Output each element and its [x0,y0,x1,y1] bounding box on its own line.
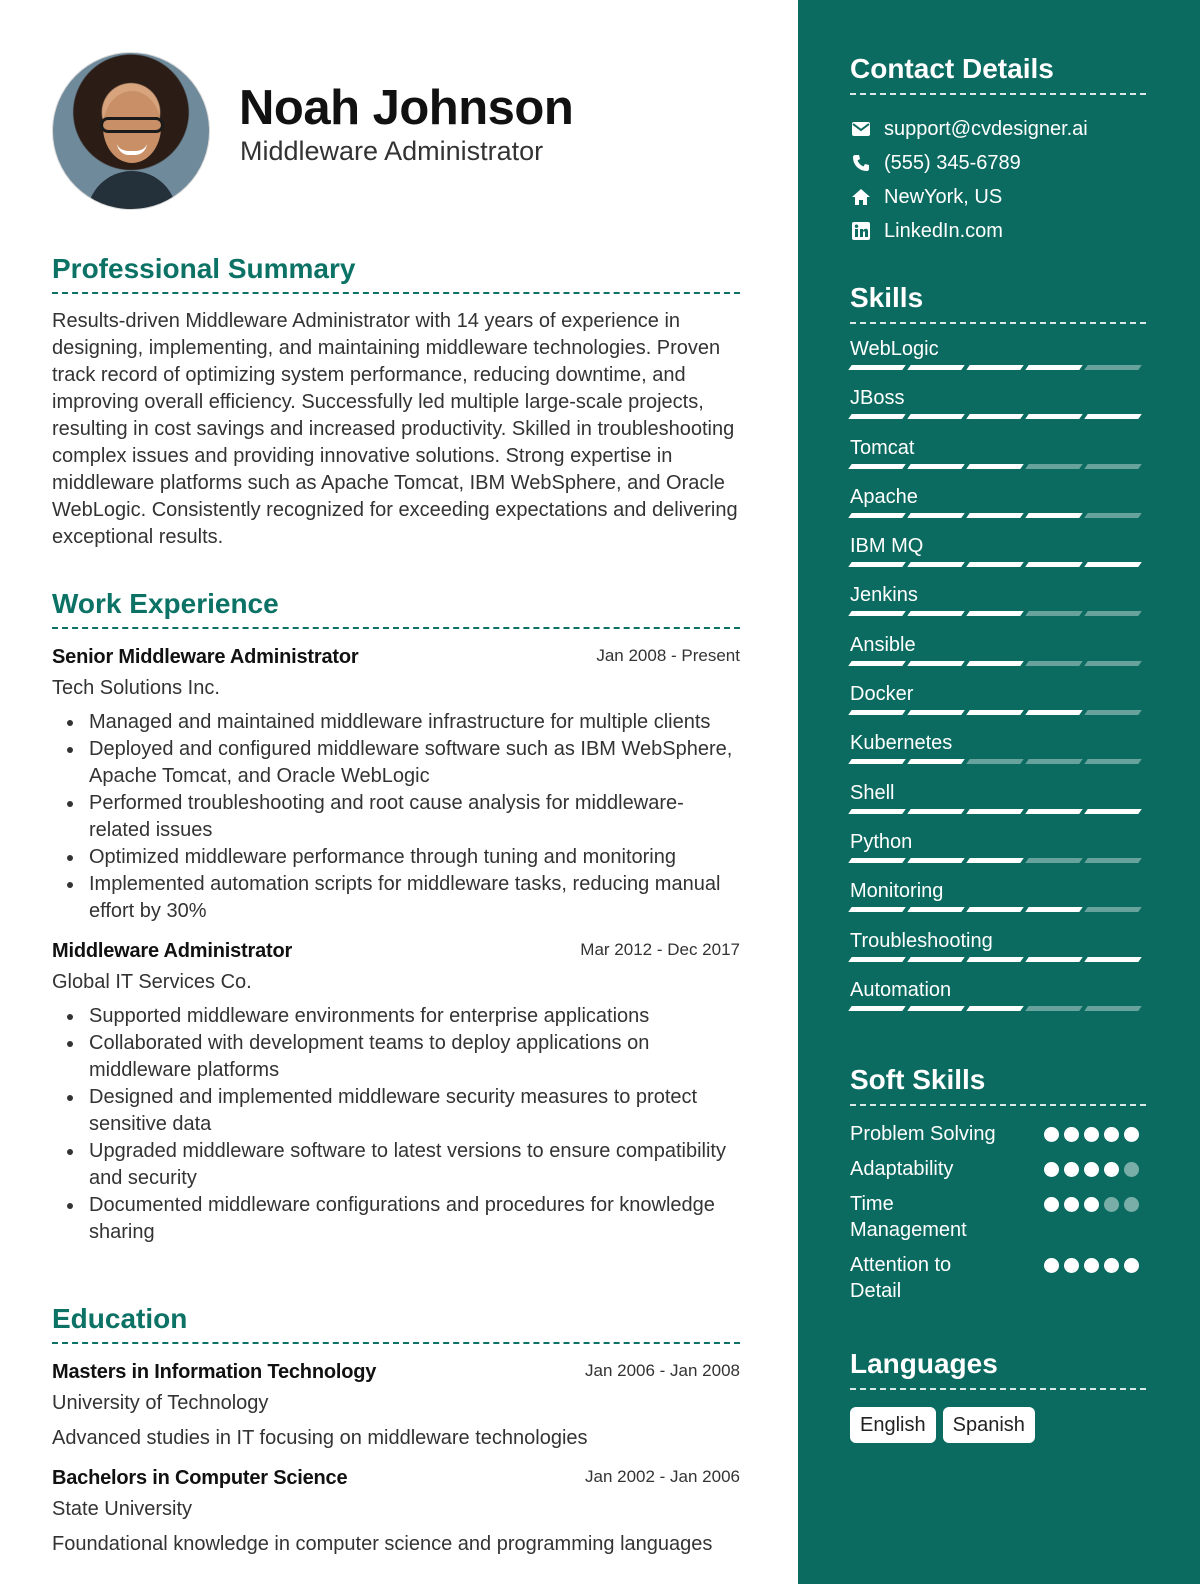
skill-level-segment [966,858,1024,863]
divider [52,627,740,629]
rating-dot [1064,1127,1079,1142]
skill-name: Troubleshooting [850,929,993,952]
skill-level-segment [1084,759,1142,764]
skill-level-segment [966,365,1024,370]
envelope-icon [850,118,872,140]
skill-level-segment [1084,957,1142,962]
education-section [52,1305,742,1557]
education-entry [52,1467,740,1557]
skill-name: JBoss [850,387,905,410]
school: University of Technology [52,1392,269,1414]
section-heading: Professional Summary [52,253,356,284]
rating-dot [1064,1197,1079,1212]
skill-level-bars [850,365,1140,370]
rating-dot [1124,1162,1139,1177]
contact-phone[interactable] [850,146,1146,180]
rating-dot [1104,1197,1119,1212]
skill-level-segment [966,710,1024,715]
soft-skills-list [850,1121,1146,1304]
languages-section [850,1350,1146,1443]
summary-text: Results-driven Middleware Administrator with 14 years of experience in designing, implementing, and maintaining middleware technologies. Proven track record of optimizing system performance, reducing downtime, and improving overall efficiency. Successfully led multiple large-scale projects, resulting in cost savings and increased productivity. Skilled in troubleshooting complex issues and providing innovative solutions. Strong expertise in middleware platforms such as Apache Tomcat, IBM WebSphere, and Oracle WebLogic. Consistently recognized for exceeding expectations and delivering exceptional results. [52,310,738,548]
soft-skills-section [850,1066,1146,1313]
job-date: Mar 2012 - Dec 2017 [580,940,740,959]
contact-location [850,180,1146,214]
skill-level-segment [848,1006,906,1011]
rating-dot [1124,1197,1139,1212]
sidebar [798,0,1200,1584]
rating-dot [1084,1162,1099,1177]
skills-section [850,284,1146,1021]
job-entry [52,940,740,1246]
skill-level-segment [848,809,906,814]
skill-level-segment [1025,710,1083,715]
rating-dot [1084,1258,1099,1273]
job-bullets [52,709,740,925]
skill-level-segment [1084,513,1142,518]
section-heading: Work Experience [52,588,279,619]
skill-level-segment [848,365,906,370]
skill-level-segment [1025,562,1083,567]
education-date: Jan 2006 - Jan 2008 [584,1361,740,1380]
skill-level-bars [850,414,1140,419]
skill-level-segment [848,957,906,962]
skill-level-bars [850,611,1140,616]
skill-level-segment [848,759,906,764]
skill-level-segment [848,464,906,469]
divider [52,292,740,294]
job-bullets [52,1003,740,1246]
education-description: Advanced studies in IT focusing on middleware technologies [52,1427,588,1449]
rating-dot [1104,1162,1119,1177]
skill-level-segment [848,414,906,419]
skill-level-segment [907,611,965,616]
skill-level-segment [1025,957,1083,962]
list-item: Collaborated with development teams to deploy applications on middleware platforms [89,1030,740,1084]
skill-item [850,725,1146,774]
skill-item [850,430,1146,479]
skill-level-segment [1025,464,1083,469]
job-role: Senior Middleware Administrator [52,646,359,668]
skill-level-segment [1084,562,1142,567]
professional-summary-section [52,255,742,551]
contact-section [850,55,1146,248]
contact-linkedin[interactable] [850,214,1146,248]
skills-list [850,331,1146,1021]
list-item: Supported middleware environments for enterprise applications [89,1003,740,1030]
skill-level-segment [1084,611,1142,616]
skill-level-bars [850,513,1140,518]
skill-level-segment [848,611,906,616]
skill-level-bars [850,759,1140,764]
skill-level-segment [907,858,965,863]
education-entry [52,1361,740,1451]
skill-level-segment [907,1006,965,1011]
job-company: Global IT Services Co. [52,971,252,993]
skill-name: Shell [850,781,895,804]
rating-dot [1124,1127,1139,1142]
rating-dot [1084,1127,1099,1142]
languages-list [850,1407,1146,1443]
divider [850,322,1146,324]
skill-level-segment [966,562,1024,567]
skill-item [850,824,1146,873]
skill-level-segment [1025,759,1083,764]
divider [850,1388,1146,1390]
skill-level-bars [850,1006,1140,1011]
skill-level-segment [907,513,965,518]
section-heading: Education [52,1303,188,1334]
soft-skill-rating [1044,1162,1139,1177]
language-tag: Spanish [943,1407,1035,1443]
person-name: Noah Johnson [239,81,574,135]
list-item: Documented middleware configurations and procedures for knowledge sharing [89,1192,740,1246]
location-text: NewYork, US [884,185,1003,208]
skill-level-bars [850,957,1140,962]
skill-level-segment [1084,809,1142,814]
skill-level-segment [966,907,1024,912]
skill-level-segment [1025,809,1083,814]
education-description: Foundational knowledge in computer science and programming languages [52,1533,713,1555]
skill-name: Monitoring [850,880,944,903]
degree: Masters in Information Technology [52,1361,377,1383]
skill-level-segment [966,957,1024,962]
skill-level-segment [1084,907,1142,912]
degree: Bachelors in Computer Science [52,1467,348,1489]
skill-level-segment [1025,858,1083,863]
skill-item [850,923,1146,972]
skill-name: Docker [850,683,914,706]
job-role: Middleware Administrator [52,940,293,962]
skill-name: Ansible [850,633,916,656]
avatar [52,52,210,210]
list-item: Designed and implemented middleware security measures to protect sensitive data [89,1084,740,1138]
divider [52,1342,740,1344]
soft-skill-name: Adaptability [850,1158,954,1180]
skill-level-segment [907,365,965,370]
skill-level-segment [907,414,965,419]
skill-level-segment [966,1006,1024,1011]
skill-item [850,627,1146,676]
soft-skill-name: Time Management [850,1193,967,1241]
language-tag: English [850,1407,936,1443]
skill-level-segment [1084,661,1142,666]
job-date: Jan 2008 - Present [596,646,740,665]
section-heading: Soft Skills [850,1064,986,1095]
soft-skill-item [850,1191,1146,1243]
list-item: Upgraded middleware software to latest versions to ensure compatibility and security [89,1138,740,1192]
skill-level-segment [1084,414,1142,419]
skill-level-bars [850,710,1140,715]
skill-level-segment [1025,611,1083,616]
rating-dot [1104,1127,1119,1142]
divider [850,93,1146,95]
section-heading: Languages [850,1348,998,1379]
skill-level-segment [1084,710,1142,715]
skill-level-segment [1025,414,1083,419]
skill-level-segment [848,710,906,715]
skill-level-segment [907,464,965,469]
skill-level-segment [907,759,965,764]
skill-level-segment [1084,858,1142,863]
skill-level-segment [1084,365,1142,370]
skill-level-bars [850,907,1140,912]
list-item: Optimized middleware performance through tuning and monitoring [89,844,740,871]
skill-name: Automation [850,978,952,1001]
soft-skill-rating [1044,1127,1139,1142]
skill-level-segment [1084,1006,1142,1011]
soft-skill-name: Attention to Detail [850,1254,952,1302]
skill-level-segment [907,562,965,567]
rating-dot [1104,1258,1119,1273]
skill-level-bars [850,464,1140,469]
skill-level-segment [966,513,1024,518]
section-heading: Skills [850,282,924,313]
skill-level-segment [966,611,1024,616]
linkedin-icon [850,220,872,242]
job-entry [52,646,740,925]
skill-level-segment [848,513,906,518]
rating-dot [1064,1258,1079,1273]
skill-item [850,676,1146,725]
skill-item [850,577,1146,626]
contact-email[interactable] [850,112,1146,146]
phone-text: (555) 345-6789 [884,151,1021,174]
rating-dot [1064,1162,1079,1177]
skill-name: WebLogic [850,338,939,360]
skill-item [850,528,1146,577]
list-item: Deployed and configured middleware software such as IBM WebSphere, Apache Tomcat, and Oracle WebLogic [89,736,740,790]
rating-dot [1044,1258,1059,1273]
skill-name: Python [850,830,913,853]
skill-item [850,775,1146,824]
skill-level-bars [850,809,1140,814]
skill-item [850,331,1146,380]
skill-name: Tomcat [850,436,915,459]
skill-level-segment [1025,365,1083,370]
rating-dot [1124,1258,1139,1273]
job-company: Tech Solutions Inc. [52,677,220,699]
skill-level-segment [907,661,965,666]
skill-name: IBM MQ [850,535,924,558]
work-experience-section [52,590,742,1246]
list-item: Managed and maintained middleware infrastructure for multiple clients [89,709,740,736]
skill-item [850,380,1146,429]
soft-skill-item [850,1121,1146,1147]
list-item: Implemented automation scripts for middleware tasks, reducing manual effort by 30% [89,871,740,925]
linkedin-text: LinkedIn.com [884,219,1003,242]
job-title: Middleware Administrator [240,136,544,166]
skill-item [850,873,1146,922]
skill-item [850,479,1146,528]
skill-level-segment [1025,661,1083,666]
skill-level-segment [848,661,906,666]
skill-item [850,972,1146,1021]
skill-name: Kubernetes [850,732,953,755]
list-item: Performed troubleshooting and root cause analysis for middleware-related issues [89,790,740,844]
skill-level-segment [1025,907,1083,912]
skill-level-segment [1025,1006,1083,1011]
divider [850,1104,1146,1106]
skill-level-segment [907,710,965,715]
rating-dot [1044,1162,1059,1177]
rating-dot [1044,1197,1059,1212]
school: State University [52,1498,193,1520]
skill-level-segment [966,809,1024,814]
skill-level-segment [848,858,906,863]
skill-level-segment [907,957,965,962]
email-text: support@cvdesigner.ai [884,117,1088,140]
rating-dot [1084,1197,1099,1212]
education-date: Jan 2002 - Jan 2006 [584,1467,740,1486]
skill-level-segment [1025,513,1083,518]
skill-level-segment [966,759,1024,764]
skill-level-bars [850,562,1140,567]
soft-skill-item [850,1156,1146,1182]
skill-level-segment [1084,464,1142,469]
soft-skill-rating [1044,1258,1139,1273]
rating-dot [1044,1127,1059,1142]
phone-icon [850,152,872,174]
skill-name: Apache [850,485,918,508]
skill-level-bars [850,858,1140,863]
skill-level-segment [907,809,965,814]
skill-level-segment [848,562,906,567]
section-heading: Contact Details [850,53,1054,84]
skill-level-bars [850,661,1140,666]
soft-skill-item [850,1252,1146,1304]
skill-level-segment [907,907,965,912]
skill-name: Jenkins [850,584,918,607]
soft-skill-rating [1044,1197,1139,1212]
soft-skill-name: Problem Solving [850,1123,996,1145]
skill-level-segment [848,907,906,912]
resume-header [52,52,752,212]
home-icon [850,186,872,208]
skill-level-segment [966,661,1024,666]
skill-level-segment [966,464,1024,469]
skill-level-segment [966,414,1024,419]
